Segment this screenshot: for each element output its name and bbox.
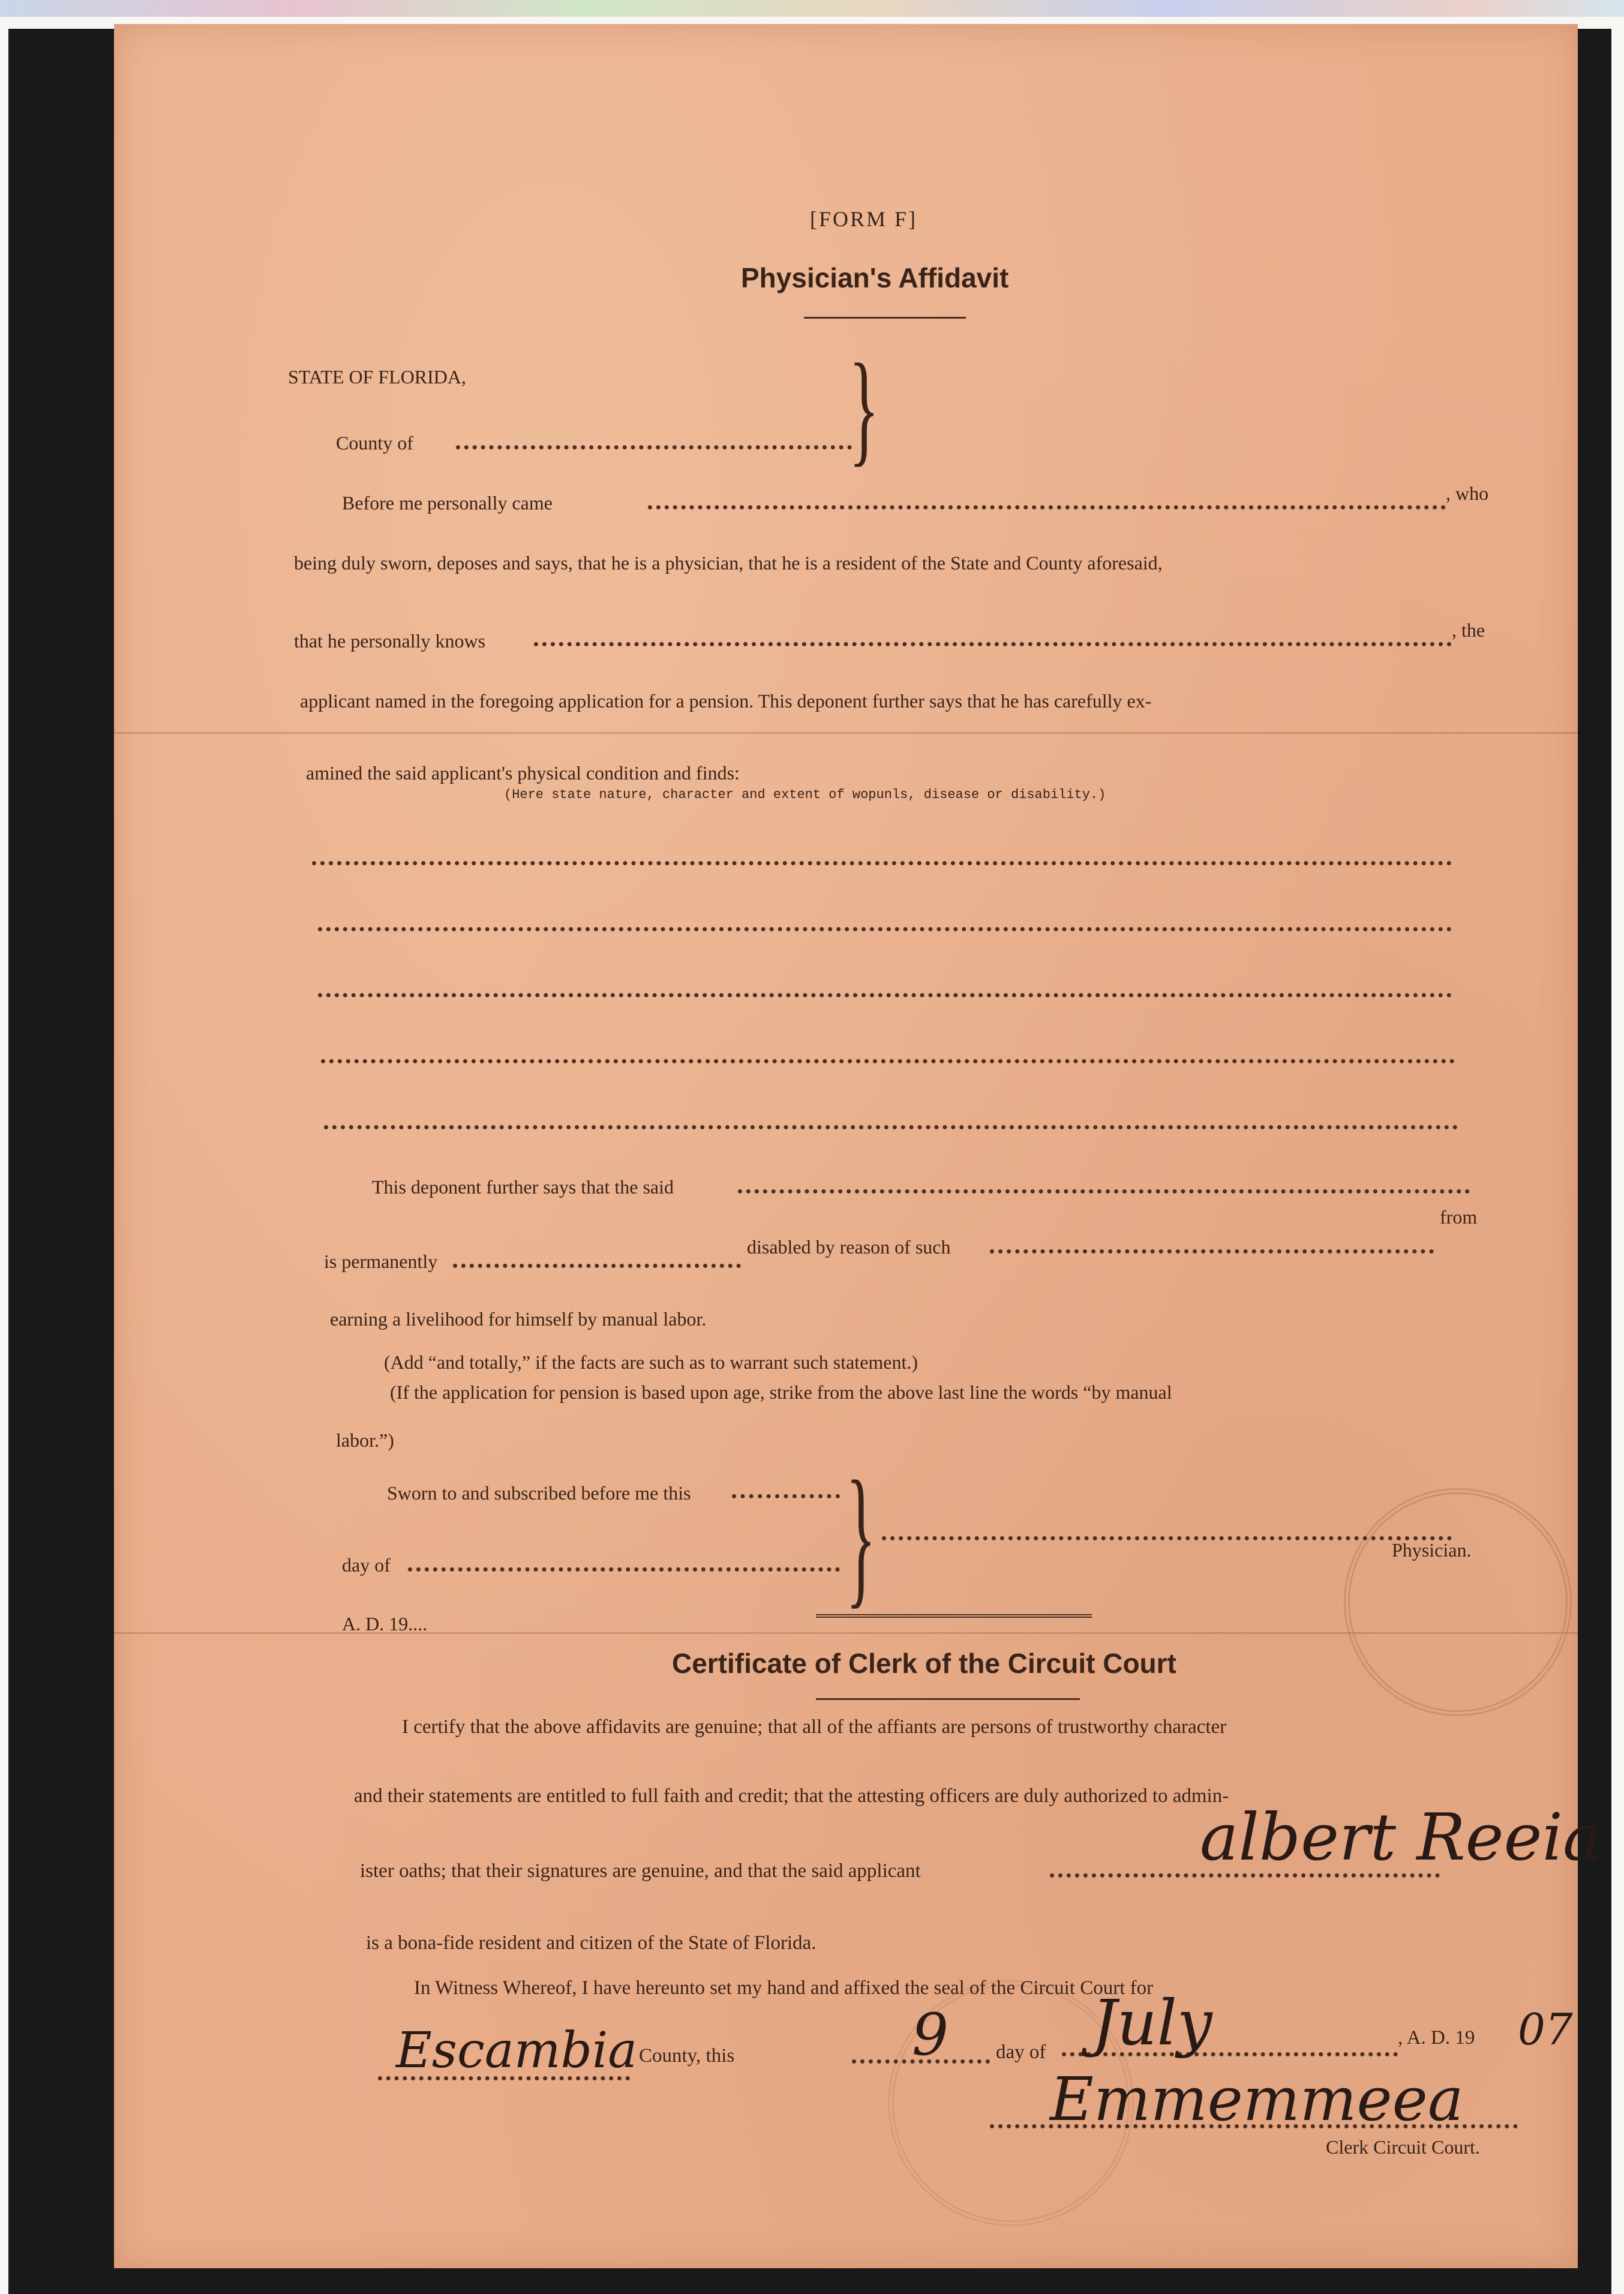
county-blank [456, 445, 852, 449]
applicant-text: applicant named in the foregoing application for a pension. This deponent further says that he has carefully ex- [300, 690, 1152, 712]
note-age: (If the application for pension is based upon age, strike from the above last line the words “by manual [390, 1381, 1172, 1403]
month-handwritten: July [1092, 1986, 1212, 2059]
condition-blank [318, 927, 1452, 931]
scan-top-edge [0, 0, 1624, 17]
year-handwritten: 07 [1518, 2004, 1573, 2055]
before-me-text: Before me personally came [342, 492, 553, 514]
certificate-line-1: I certify that the above affidavits are genuine; that all of the affiants are persons of trustworthy character [402, 1716, 1227, 1738]
further-says-text: This deponent further says that the said [372, 1176, 674, 1198]
section-divider [816, 1614, 1092, 1618]
county-handwritten: Escambia [396, 2022, 638, 2079]
month-blank [408, 1567, 840, 1572]
jurat-day-of: day of [342, 1554, 391, 1576]
form-label: [FORM F] [810, 207, 918, 231]
earning-text: earning a livelihood for himself by manual labor. [330, 1308, 707, 1330]
document-page [114, 24, 1602, 2268]
condition-blank [312, 861, 1452, 865]
applicant-signature: albert Reeia [1200, 1800, 1602, 1875]
jurat-brace: } [846, 1449, 876, 1622]
instruction-text: (Here state nature, character and extent of wopunls, disease or disability.) [504, 787, 1106, 802]
certificate-ad: , A. D. 19 [1398, 2027, 1475, 2049]
sworn-to-text: Sworn to and subscribed before me this [387, 1482, 691, 1504]
knows-text: that he personally knows [294, 630, 486, 652]
fold-line [114, 732, 1578, 734]
from-text: from [1440, 1206, 1478, 1228]
permanently-blank [453, 1264, 741, 1268]
the-text: , the [1452, 619, 1485, 641]
state-label: STATE OF FLORIDA, [288, 366, 467, 388]
certificate-underline [816, 1698, 1080, 1700]
venue-brace: } [849, 338, 879, 478]
sworn-text: being duly sworn, deposes and says, that he is a physician, that he is a resident of the State and County aforesaid, [294, 552, 1163, 574]
physician-label: Physician. [1392, 1539, 1472, 1561]
note-totally: (Add “and totally,” if the facts are such as to warrant such statement.) [384, 1351, 918, 1373]
certificate-title: Certificate of Clerk of the Circuit Court [672, 1648, 1176, 1679]
title-underline [804, 317, 966, 319]
condition-blank [324, 1125, 1458, 1129]
note-labor: labor.”) [336, 1429, 394, 1451]
form-title: Physician's Affidavit [741, 262, 1009, 293]
certificate-day-of: day of [996, 2041, 1046, 2063]
county-this-text: County, this [639, 2045, 735, 2067]
applicant-blank [534, 642, 1452, 646]
embossed-seal [1344, 1488, 1572, 1716]
condition-blank [318, 993, 1452, 997]
who-text: , who [1446, 482, 1489, 504]
said-blank [738, 1189, 1470, 1194]
certificate-line-3: ister oaths; that their signatures are genuine, and that the said applicant [360, 1860, 921, 1882]
disabled-text: disabled by reason of such [747, 1236, 951, 1258]
examined-text: amined the said applicant's physical condition and finds: [306, 762, 740, 784]
clerk-signature: Emmemmeea [1050, 2064, 1464, 2134]
certificate-line-2: and their statements are entitled to full faith and credit; that the attesting officers are duly authorized to admin- [354, 1785, 1229, 1807]
name-blank [648, 505, 1446, 509]
sworn-day-blank [732, 1494, 840, 1498]
day-handwritten: 9 [912, 2001, 949, 2068]
reason-blank [990, 1249, 1434, 1254]
jurat-ad: A. D. 19.... [342, 1613, 428, 1635]
physician-signature-blank [882, 1536, 1452, 1540]
condition-blank [321, 1059, 1455, 1063]
certificate-line-5: In Witness Whereof, I have hereunto set my hand and affixed the seal of the Circuit Court for [414, 1977, 1154, 1999]
permanently-text: is permanently [324, 1251, 438, 1272]
county-label: County of [336, 432, 413, 454]
clerk-label: Clerk Circuit Court. [1326, 2136, 1480, 2158]
certificate-line-4: is a bona-fide resident and citizen of the State of Florida. [366, 1932, 816, 1954]
